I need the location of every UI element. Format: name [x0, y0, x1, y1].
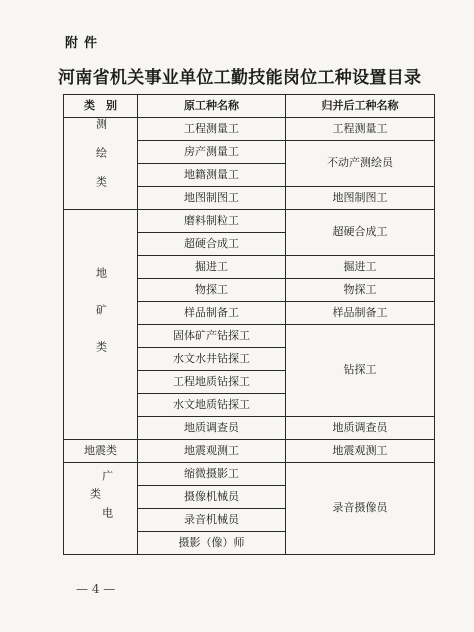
original-job-cell: 摄像机械员: [138, 486, 286, 509]
original-job-cell: 地质调查员: [138, 417, 286, 440]
table-row: [64, 440, 435, 463]
table-row: [64, 463, 435, 486]
table-header-row: [64, 95, 435, 118]
category-cell-survey: 测绘类: [64, 118, 138, 210]
original-job-cell: 房产测量工: [138, 141, 286, 164]
original-job-cell: 超硬合成工: [138, 233, 286, 256]
original-job-cell: 地籍测量工: [138, 164, 286, 187]
merged-job-cell: 超硬合成工: [286, 210, 435, 256]
original-job-cell: 录音机械员: [138, 509, 286, 532]
original-job-cell: 样品制备工: [138, 302, 286, 325]
attachment-label: 附件: [65, 36, 104, 51]
category-cell-broadcast: 广电类: [64, 463, 138, 555]
merged-job-cell: 地质调查员: [286, 417, 435, 440]
category-cell-quake: 地震类: [64, 440, 138, 463]
header-category: 类 别: [64, 95, 138, 118]
merged-job-cell: 工程测量工: [286, 118, 435, 141]
original-job-cell: 地图制图工: [138, 187, 286, 210]
merged-job-cell: 掘进工: [286, 256, 435, 279]
merged-job-cell: 样品制备工: [286, 302, 435, 325]
original-job-cell: 工程地质钻探工: [138, 371, 286, 394]
merged-job-cell: 录音摄像员: [286, 463, 435, 555]
table-row: [64, 118, 435, 141]
original-job-cell: 缩微摄影工: [138, 463, 286, 486]
header-original-job: 原工种名称: [138, 95, 286, 118]
table-row: [64, 210, 435, 233]
original-job-cell: 固体矿产钻探工: [138, 325, 286, 348]
original-job-cell: 磨料制粒工: [138, 210, 286, 233]
page-number: — 4 —: [76, 582, 116, 596]
original-job-cell: 摄影（像）师: [138, 532, 286, 555]
original-job-cell: 物探工: [138, 279, 286, 302]
original-job-cell: 掘进工: [138, 256, 286, 279]
original-job-cell: 工程测量工: [138, 118, 286, 141]
original-job-cell: 地震观测工: [138, 440, 286, 463]
merged-job-cell: 钻探工: [286, 325, 435, 417]
merged-job-cell: 地震观测工: [286, 440, 435, 463]
job-category-table: [63, 94, 435, 555]
original-job-cell: 水文水井钻探工: [138, 348, 286, 371]
header-merged-job: 归并后工种名称: [286, 95, 435, 118]
merged-job-cell: 地图制图工: [286, 187, 435, 210]
merged-job-cell: 物探工: [286, 279, 435, 302]
category-cell-geo: 地矿类: [64, 210, 138, 440]
original-job-cell: 水文地质钻探工: [138, 394, 286, 417]
merged-job-cell: 不动产测绘员: [286, 141, 435, 187]
document-title: 河南省机关事业单位工勤技能岗位工种设置目录: [58, 68, 422, 88]
